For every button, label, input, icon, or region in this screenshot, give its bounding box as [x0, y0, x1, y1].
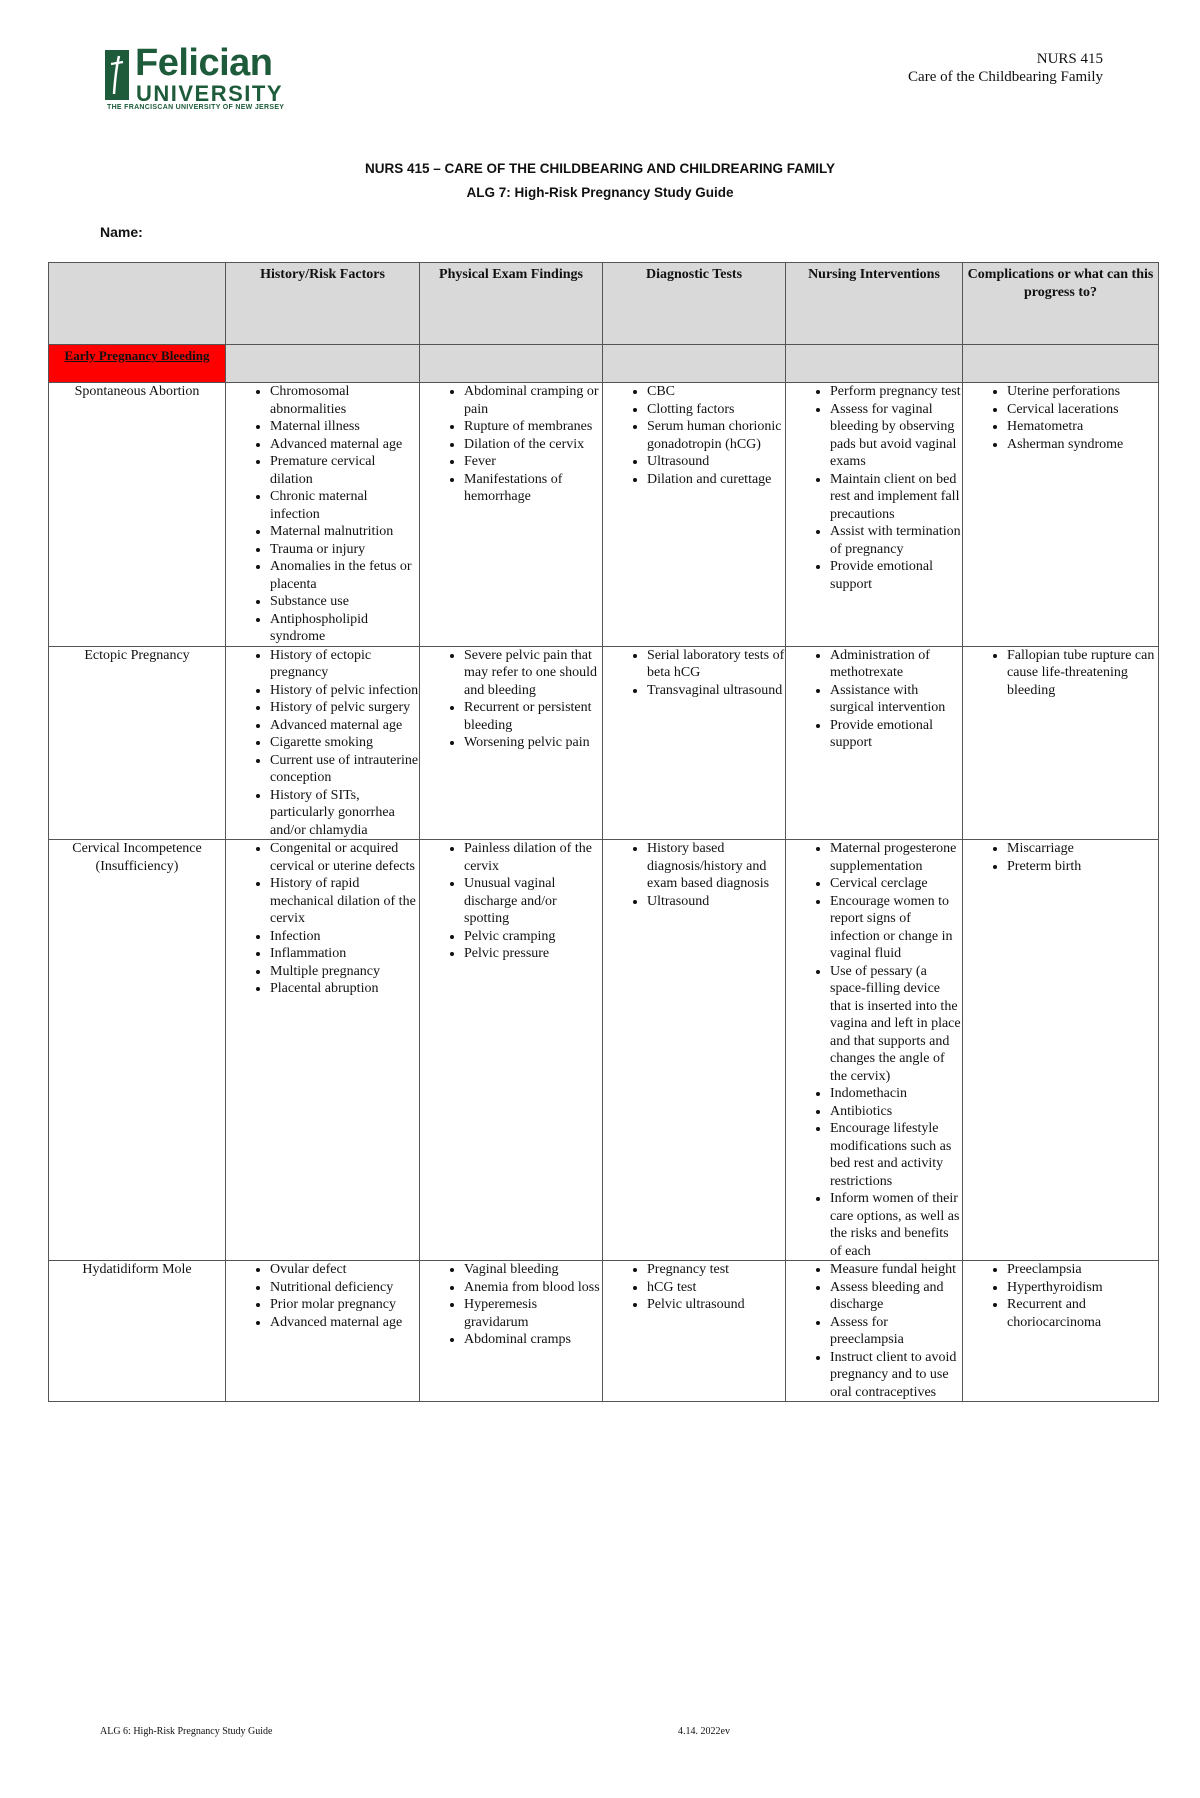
list-item: • Serum human chorionic gonadotropin (hCG) [647, 418, 785, 453]
list-item: • Maternal malnutrition [270, 523, 419, 541]
section-blank-cell [420, 345, 603, 383]
logo-tagline: THE FRANCISCAN UNIVERSITY OF NEW JERSEY [107, 104, 285, 111]
column-header: Nursing Interventions [786, 263, 963, 345]
list-item: • Maintain client on bed rest and implement fall precautions [830, 471, 962, 524]
list-item: • Chronic maternal infection [270, 488, 419, 523]
list-item: • Ovular defect [270, 1261, 419, 1279]
condition-cell: Cervical Incompetence (Insufficiency) [49, 840, 226, 1261]
list-item: • Dilation and curettage [647, 471, 785, 489]
list-item: • Instruct client to avoid pregnancy and to use oral contraceptives [830, 1349, 962, 1402]
list-item: • Asherman syndrome [1007, 436, 1158, 454]
list-item: • Pelvic pressure [464, 945, 602, 963]
list-item: • History based diagnosis/history and exam based diagnosis [647, 840, 785, 893]
list-item: • Transvaginal ultrasound [647, 682, 785, 700]
table-cell [786, 1261, 963, 1402]
list-item: • Maternal illness [270, 418, 419, 436]
course-code: NURS 415 [1036, 51, 1103, 67]
list-item: • Perform pregnancy test [830, 383, 962, 401]
table-row [49, 383, 1159, 647]
list-item: • Provide emotional support [830, 717, 962, 752]
list-item: • Rupture of membranes [464, 418, 602, 436]
name-label: Name: [100, 224, 143, 240]
table-cell [420, 1261, 603, 1402]
table-row [49, 1261, 1159, 1402]
table-cell [603, 840, 786, 1261]
table-cell [963, 840, 1159, 1261]
list-item: • CBC [647, 383, 785, 401]
list-item: • Inflammation [270, 945, 419, 963]
bullet-list [963, 1261, 1158, 1331]
bullet-list [226, 647, 419, 840]
header-blank-cell [49, 263, 226, 345]
table-cell [420, 840, 603, 1261]
section-blank-cell [963, 345, 1159, 383]
bullet-list [603, 383, 785, 488]
bullet-list [226, 383, 419, 646]
list-item: • Encourage lifestyle modifications such as bed rest and activity restrictions [830, 1120, 962, 1190]
list-item: • Fallopian tube rupture can cause life-threatening bleeding [1007, 647, 1158, 700]
logo-name: Felician [135, 42, 273, 84]
bullet-list [420, 840, 602, 963]
list-item: • History of ectopic pregnancy [270, 647, 419, 682]
bullet-list [603, 840, 785, 910]
list-item: • Antiphospholipid syndrome [270, 611, 419, 646]
table-cell [963, 383, 1159, 647]
list-item: • Provide emotional support [830, 558, 962, 593]
list-item: • Fever [464, 453, 602, 471]
course-name: Care of the Childbearing Family [908, 69, 1103, 85]
table-row [49, 646, 1159, 840]
list-item: • History of pelvic infection [270, 682, 419, 700]
bullet-list [420, 1261, 602, 1349]
list-item: • Worsening pelvic pain [464, 734, 602, 752]
section-blank-cell [603, 345, 786, 383]
university-logo [105, 42, 285, 114]
list-item: • Painless dilation of the cervix [464, 840, 602, 875]
list-item: • History of rapid mechanical dilation of the cervix [270, 875, 419, 928]
table-cell [226, 383, 420, 647]
list-item: • Cervical lacerations [1007, 401, 1158, 419]
list-item: • Miscarriage [1007, 840, 1158, 858]
list-item: • Pelvic ultrasound [647, 1296, 785, 1314]
list-item: • Assistance with surgical intervention [830, 682, 962, 717]
table-row [49, 840, 1159, 1261]
table-header-row [49, 263, 1159, 345]
logo-university: UNIVERSITY [136, 81, 284, 106]
list-item: • Assist with termination of pregnancy [830, 523, 962, 558]
list-item: • Assess bleeding and discharge [830, 1279, 962, 1314]
list-item: • Vaginal bleeding [464, 1261, 602, 1279]
list-item: • Manifestations of hemorrhage [464, 471, 602, 506]
title-line-2: ALG 7: High-Risk Pregnancy Study Guide [466, 185, 734, 200]
list-item: • Multiple pregnancy [270, 963, 419, 981]
bullet-list [603, 647, 785, 700]
list-item: • Severe pelvic pain that may refer to one should and bleeding [464, 647, 602, 700]
list-item: • Serial laboratory tests of beta hCG [647, 647, 785, 682]
table-cell [603, 383, 786, 647]
list-item: • Clotting factors [647, 401, 785, 419]
table-cell [226, 646, 420, 840]
table-cell [420, 383, 603, 647]
table-cell [226, 840, 420, 1261]
list-item: • Preterm birth [1007, 858, 1158, 876]
section-blank-cell [226, 345, 420, 383]
table-cell [420, 646, 603, 840]
list-item: • Abdominal cramping or pain [464, 383, 602, 418]
bullet-list [963, 840, 1158, 875]
section-blank-cell [786, 345, 963, 383]
bullet-list [420, 383, 602, 506]
table-cell [603, 646, 786, 840]
column-header: Diagnostic Tests [603, 263, 786, 345]
column-header: Complications or what can this progress to? [963, 263, 1159, 345]
list-item: • Hematometra [1007, 418, 1158, 436]
list-item: • Abdominal cramps [464, 1331, 602, 1349]
list-item: • Pregnancy test [647, 1261, 785, 1279]
bullet-list [963, 647, 1158, 700]
title-line-1: NURS 415 – CARE OF THE CHILDBEARING AND CHILDREARING FAMILY [364, 161, 836, 176]
bullet-list [786, 647, 962, 752]
list-item: • Inform women of their care options, as well as the risks and benefits of each [830, 1190, 962, 1260]
table-cell [226, 1261, 420, 1402]
list-item: • History of pelvic surgery [270, 699, 419, 717]
list-item: • Recurrent and choriocarcinoma [1007, 1296, 1158, 1331]
list-item: • hCG test [647, 1279, 785, 1297]
list-item: • History of SITs, particularly gonorrhea and/or chlamydia [270, 787, 419, 840]
document-title [0, 157, 1200, 205]
list-item: • Antibiotics [830, 1103, 962, 1121]
table-cell [786, 383, 963, 647]
footer-left: ALG 6: High-Risk Pregnancy Study Guide [100, 1726, 273, 1737]
list-item: • Assess for preeclampsia [830, 1314, 962, 1349]
list-item: • Administration of methotrexate [830, 647, 962, 682]
table-cell [963, 646, 1159, 840]
list-item: • Nutritional deficiency [270, 1279, 419, 1297]
table-cell [786, 646, 963, 840]
list-item: • Substance use [270, 593, 419, 611]
list-item: • Placental abruption [270, 980, 419, 998]
list-item: • Ultrasound [647, 453, 785, 471]
list-item: • Advanced maternal age [270, 436, 419, 454]
study-guide-table [48, 262, 1159, 1402]
list-item: • Encourage women to report signs of infection or change in vaginal fluid [830, 893, 962, 963]
bullet-list [226, 1261, 419, 1331]
list-item: • Indomethacin [830, 1085, 962, 1103]
list-item: • Current use of intrauterine conception [270, 752, 419, 787]
table-cell [786, 840, 963, 1261]
list-item: • Trauma or injury [270, 541, 419, 559]
column-header: Physical Exam Findings [420, 263, 603, 345]
condition-cell: Spontaneous Abortion [49, 383, 226, 647]
bullet-list [786, 383, 962, 593]
list-item: • Chromosomal abnormalities [270, 383, 419, 418]
list-item: • Pelvic cramping [464, 928, 602, 946]
list-item: • Unusual vaginal discharge and/or spotting [464, 875, 602, 928]
list-item: • Uterine perforations [1007, 383, 1158, 401]
condition-cell: Hydatidiform Mole [49, 1261, 226, 1402]
bullet-list [786, 1261, 962, 1401]
section-label: Early Pregnancy Bleeding [49, 345, 226, 383]
list-item: • Infection [270, 928, 419, 946]
table-cell [963, 1261, 1159, 1402]
bullet-list [420, 647, 602, 752]
list-item: • Hyperemesis gravidarum [464, 1296, 602, 1331]
list-item: • Prior molar pregnancy [270, 1296, 419, 1314]
bullet-list [963, 383, 1158, 453]
list-item: • Ultrasound [647, 893, 785, 911]
list-item: • Advanced maternal age [270, 717, 419, 735]
bullet-list [603, 1261, 785, 1314]
bullet-list [226, 840, 419, 998]
list-item: • Anomalies in the fetus or placenta [270, 558, 419, 593]
list-item: • Dilation of the cervix [464, 436, 602, 454]
list-item: • Anemia from blood loss [464, 1279, 602, 1297]
section-row [49, 345, 1159, 383]
list-item: • Assess for vaginal bleeding by observing pads but avoid vaginal exams [830, 401, 962, 471]
cross-logo-icon [105, 50, 129, 100]
list-item: • Premature cervical dilation [270, 453, 419, 488]
list-item: • Maternal progesterone supplementation [830, 840, 962, 875]
list-item: • Use of pessary (a space-filling device that is inserted into the vagina and left in place and that supports and changes the angle of the cervix) [830, 963, 962, 1086]
list-item: • Congenital or acquired cervical or uterine defects [270, 840, 419, 875]
table-body [49, 383, 1159, 1402]
table-cell [603, 1261, 786, 1402]
list-item: • Cervical cerclage [830, 875, 962, 893]
list-item: • Measure fundal height [830, 1261, 962, 1279]
condition-cell: Ectopic Pregnancy [49, 646, 226, 840]
list-item: • Preeclampsia [1007, 1261, 1158, 1279]
column-header: History/Risk Factors [226, 263, 420, 345]
list-item: • Cigarette smoking [270, 734, 419, 752]
list-item: • Advanced maternal age [270, 1314, 419, 1332]
list-item: • Recurrent or persistent bleeding [464, 699, 602, 734]
bullet-list [786, 840, 962, 1260]
footer-right: 4.14. 2022ev [678, 1726, 730, 1737]
course-header [908, 50, 1103, 86]
list-item: • Hyperthyroidism [1007, 1279, 1158, 1297]
